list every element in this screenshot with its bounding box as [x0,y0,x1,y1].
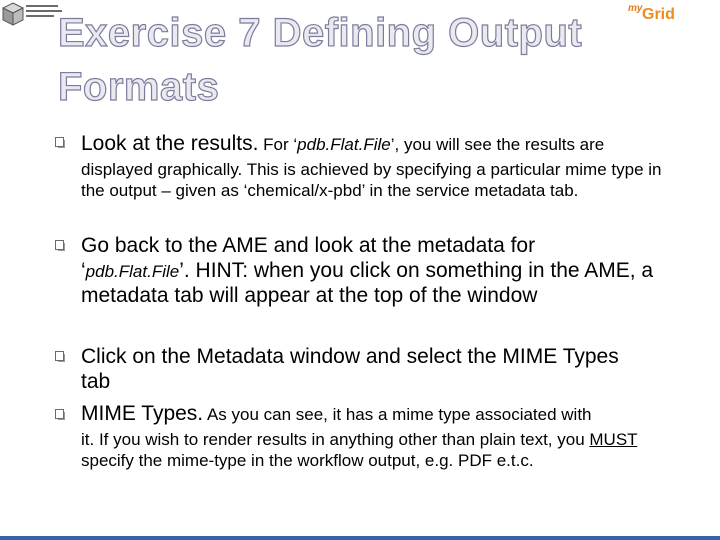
bullet-4-body: it. If you wish to render results in anything other than plain text, you MUST specify the mime-type in the workflow output, e.g. PDF e.t.c. [81,430,638,470]
bullet-4-lead: MIME Types. [81,402,204,425]
bullet-icon [55,137,64,147]
bullet-1-lead: Look at the results. [81,132,259,155]
bullet-3-text: Click on the Metadata window and select the MIME Types tab [81,345,619,393]
list-item [81,131,701,201]
logo-text-lines [26,5,62,20]
bullet-1-body: displayed graphically. This is achieved by specifying a particular mime type in the output – given as ‘chemical/x-pbd’ in the service metadata tab. [81,160,662,200]
bullet-2-line1: Go back to the AME and look at the metadata for [81,234,536,257]
list-item [81,344,641,394]
bullet-2-filename: pdb.Flat.File [85,262,180,281]
list-item [81,401,701,471]
bullet-icon [55,240,64,250]
bottom-accent-bar [0,536,720,540]
mygrid-logo-text: Grid [642,6,675,23]
bullet-2-body: ‘pdb.Flat.File’. HINT: when you click on something in the AME, a metadata tab will appear at the top of the window [81,259,654,307]
mygrid-logo [624,2,718,32]
mygrid-logo-prefix: my [628,3,643,14]
bullet-icon [55,351,64,361]
institution-logo [2,2,62,28]
bullet-icon [55,409,64,419]
list-item [81,233,701,308]
bullet-1-line1: Look at the results. For ‘pdb.Flat.File’, you will see the results are [81,132,605,155]
slide-title-line1: Exercise 7 Defining Output [58,11,583,55]
bullet-4-line1: MIME Types. As you can see, it has a mime type associated with [81,402,592,425]
slide-title [58,6,618,114]
cube-icon [2,2,24,26]
slide-title-line2: Formats [58,65,220,109]
must-emphasis: MUST [589,430,638,449]
